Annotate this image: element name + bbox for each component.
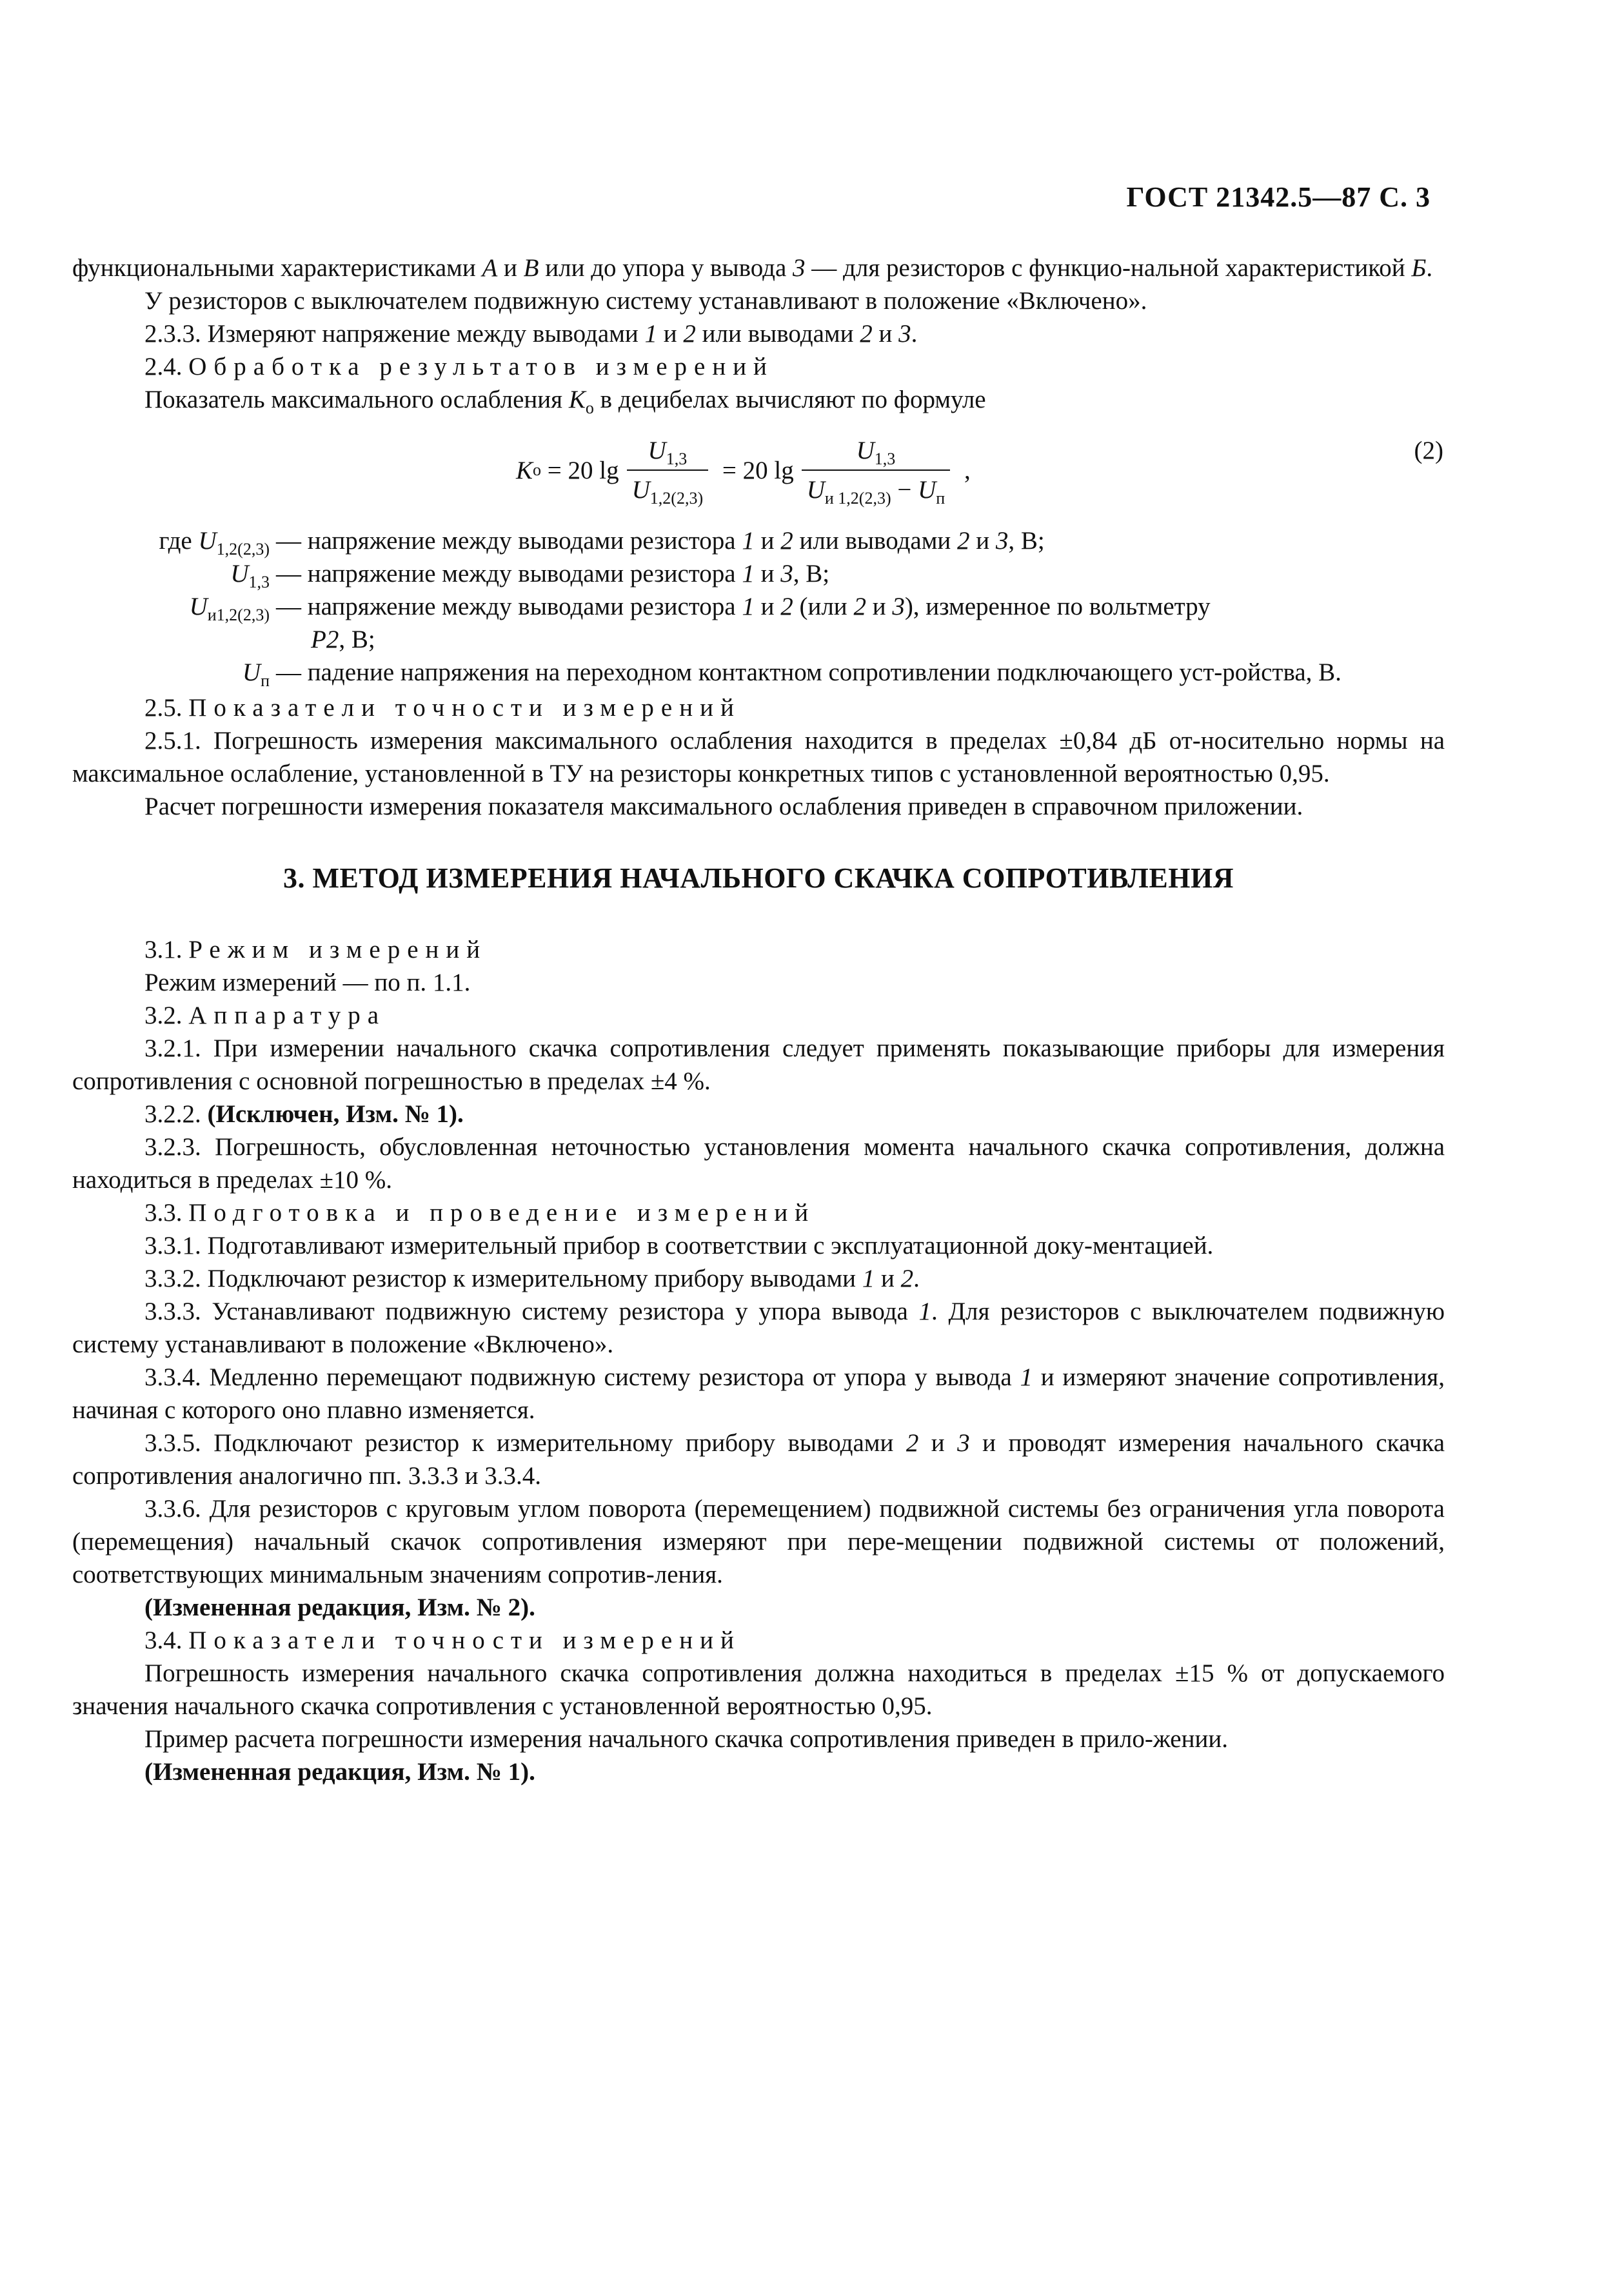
text-run: 3 (995, 527, 1009, 555)
formula-symbol: K (516, 456, 533, 484)
text-run: и (866, 593, 893, 620)
text-run: 1 (918, 1298, 932, 1325)
fraction-numerator (851, 434, 901, 469)
text-run: и (872, 320, 899, 348)
paragraph-3-2-3: 3.2.3. Погрешность, обусловленная неточностью установления момента начального скачка сопротивления, должна находиться в пределах ±10 %. (72, 1133, 1445, 1194)
text-run: , В; (793, 560, 830, 588)
paragraph-2-4 (72, 383, 1445, 416)
text-run: 2 (853, 593, 866, 620)
formula-symbol: U (856, 437, 875, 464)
fraction-denominator (802, 469, 951, 506)
text-run: , В; (1008, 527, 1045, 555)
amendment-note: (Измененная редакция, Изм. № 2). (144, 1594, 535, 1621)
amendment-note: (Измененная редакция, Изм. № 1). (144, 1758, 535, 1786)
subsection-heading-2-4 (72, 350, 1445, 383)
text-run: — падение напряжения на переходном контактном сопротивлении подключающего уст-ройства, В. (276, 658, 1342, 686)
formula-subscript: 1,3 (666, 449, 688, 468)
heading-title: Режим измерений (188, 936, 488, 963)
text-run: 3 (892, 593, 905, 620)
formula-symbol: U (806, 476, 825, 504)
text-run: 3 (898, 320, 911, 348)
formula-symbol: U (918, 476, 936, 504)
text-run: U (198, 527, 217, 555)
text-run: и (754, 593, 781, 620)
subsection-heading-2-5 (72, 691, 1445, 724)
text-run: п (261, 671, 270, 690)
text-run: 2 (780, 527, 793, 555)
formula-number: (2) (1414, 437, 1443, 464)
formula-subscript: и 1,2(2,3) (824, 488, 891, 508)
definition-text (270, 590, 1445, 656)
paragraph-3-3-1: 3.3.1. Подготавливают измерительный прибор в соответствии с эксплуатационной доку-ментацией. (144, 1232, 1214, 1259)
formula-symbol: U (648, 437, 666, 464)
text-run: U (242, 658, 261, 686)
text-run: и (754, 560, 781, 588)
paragraph-2-3-3 (72, 317, 1445, 350)
formula-definitions (72, 524, 1445, 689)
heading-number: 3.2. (144, 1002, 189, 1029)
text-run: 2.3.3. Измеряют напряжение между выводами (144, 320, 645, 348)
text-run: 1 (742, 527, 755, 555)
text-run: — напряжение между выводами резистора (276, 593, 742, 620)
formula-2 (72, 419, 1445, 522)
paragraph-3-4: Погрешность измерения начального скачка сопротивления должна находиться в пределах ±15 % от допускаемого значения начального скачка сопротивления с установленной вероятностью 0,95. (72, 1659, 1445, 1720)
formula-body: K о = 20 lg $\frac{U_{1,3}}{U_{1,2(2,3)}}$ = 20 lg $\frac{U_{1,3}}{U_{и 1,2(2,3)} - U_п}$ , (516, 419, 971, 522)
text-run: — напряжение между выводами резистора (276, 527, 742, 555)
text-run: Б (1411, 254, 1427, 282)
formula-subscript: п (936, 488, 946, 508)
text-run: Р2 (311, 626, 339, 653)
definition-item (72, 524, 1445, 557)
paragraph-continued (72, 252, 1445, 284)
text-run: (или (793, 593, 854, 620)
text-run: 3.3.5. Подключают резистор к измерительному прибору выводами (144, 1429, 906, 1457)
heading-title: Показатели точности измерений (188, 1626, 741, 1654)
text-run: и (657, 320, 684, 348)
definition-symbol (72, 590, 270, 656)
text-run: 3.3.3. Устанавливают подвижную систему резистора у упора вывода (144, 1298, 919, 1325)
fraction-denominator (627, 469, 709, 506)
paragraph-3-4-example: Пример расчета погрешности измерения начального скачка сопротивления приведен в прило-жении. (144, 1725, 1228, 1753)
text-run: А (482, 254, 498, 282)
text-run: . (913, 1265, 920, 1292)
definition-symbol (72, 524, 270, 557)
definition-text (270, 524, 1445, 557)
heading-number: 3.3. (144, 1199, 189, 1227)
text-run: — напряжение между выводами резистора (276, 560, 742, 588)
text-run: где (159, 527, 199, 555)
formula-subscript: 1,3 (874, 449, 896, 468)
paragraph-3-2-1: 3.2.1. При измерении начального скачка сопротивления следует применять показывающие приборы для измерения сопротивления с основной погрешностью в пределах ±4 %. (72, 1034, 1445, 1095)
page-content (72, 252, 1445, 1788)
heading-number: 2.4. (144, 353, 189, 380)
text-run: . (911, 320, 918, 348)
text-run: 3.3.2. Подключают резистор к измерительному прибору выводами (144, 1265, 862, 1292)
text-run: и (875, 1265, 901, 1292)
definition-text (270, 557, 1445, 590)
subsection-heading-3-4 (72, 1624, 1445, 1657)
definition-symbol (72, 557, 270, 590)
definition-item (72, 656, 1445, 689)
definition-text (270, 656, 1445, 689)
text-run: 3 (780, 560, 793, 588)
text-run: и (754, 527, 781, 555)
text-run: 2 (683, 320, 696, 348)
text-run: 3.2.2. (144, 1100, 208, 1128)
text-run: U (189, 593, 208, 620)
page-header: ГОСТ 21342.5—87 С. 3 (1126, 181, 1431, 213)
paragraph-3-3-5 (72, 1427, 1445, 1492)
formula-punctuation: , (958, 456, 971, 484)
formula-subscript: 1,2(2,3) (649, 488, 704, 508)
text-run: 2 (900, 1265, 914, 1292)
subsection-heading-3-2 (72, 999, 1445, 1032)
text-run: 3 (793, 254, 806, 282)
heading-title: Аппаратура (188, 1002, 386, 1029)
text-run: и (969, 527, 996, 555)
text-run: 1,2(2,3) (216, 539, 270, 558)
text-run: 2 (780, 593, 793, 620)
text-run: 1 (644, 320, 658, 348)
text-run: и (497, 254, 524, 282)
text-run: 1 (862, 1265, 875, 1292)
formula-fraction-1 (627, 434, 709, 506)
text-run: K (568, 386, 586, 413)
text-run: и (918, 1429, 958, 1457)
heading-title: Показатели точности измерений (188, 694, 741, 722)
text-run: (Исключен, Изм. № 1). (207, 1100, 464, 1128)
text-run: 2 (906, 1429, 919, 1457)
text-run: 1,3 (248, 572, 270, 591)
text-run: 3.3.4. Медленно перемещают подвижную систему резистора от упора у вывода (144, 1363, 1020, 1391)
heading-number: 2.5. (144, 694, 189, 722)
subsection-heading-3-3 (72, 1196, 1445, 1229)
text-run: и1,2(2,3) (207, 605, 270, 624)
text-run: 1 (1020, 1363, 1033, 1391)
heading-number: 3.1. (144, 936, 189, 963)
heading-number: 3.4. (144, 1626, 189, 1654)
text-run: , В; (339, 626, 375, 653)
section-title-3: 3. МЕТОД ИЗМЕРЕНИЯ НАЧАЛЬНОГО СКАЧКА СОПРОТИВЛЕНИЯ (283, 862, 1234, 894)
paragraph-2-5-calc: Расчет погрешности измерения показателя максимального ослабления приведен в справочном приложении. (144, 793, 1303, 820)
text-run: и измеряют значение сопротивления, начиная с которого оно плавно изменяется. (72, 1363, 1445, 1424)
text-run: U (230, 560, 249, 588)
subsection-heading-3-1 (72, 933, 1445, 966)
paragraph-3-2-2 (72, 1098, 1445, 1131)
text-run: Показатель максимального ослабления (144, 386, 569, 413)
text-run: или до упора у вывода (539, 254, 793, 282)
text-run: 2 (957, 527, 970, 555)
text-run: . (1426, 254, 1433, 282)
formula-operator: = 20 lg (716, 456, 794, 484)
text-run: или выводами (793, 527, 958, 555)
paragraph-3-1: Режим измерений — по п. 1.1. (144, 969, 471, 996)
heading-title: Обработка результатов измерений (188, 353, 774, 380)
text-run: или выводами (695, 320, 860, 348)
formula-fraction-2 (802, 434, 951, 506)
text-run: — для резисторов с функцио-нальной характеристикой (805, 254, 1412, 282)
paragraph-3-3-4 (72, 1361, 1445, 1427)
definition-symbol (72, 656, 270, 689)
text-run: . Для резисторов с выключателем подвижную систему устанавливают в положение «Включено». (72, 1298, 1445, 1358)
text-run: В (523, 254, 539, 282)
text-run: 3 (957, 1429, 970, 1457)
text-run: 1 (742, 560, 755, 588)
formula-symbol: U (631, 476, 650, 504)
heading-title: Подготовка и проведение измерений (188, 1199, 816, 1227)
formula-operator: − (891, 476, 918, 504)
text-run: функциональными характеристиками (72, 254, 482, 282)
definition-item (72, 557, 1445, 590)
definition-item (72, 590, 1445, 656)
formula-operator: = 20 lg (541, 456, 619, 484)
text-run: 2 (860, 320, 873, 348)
text-run: и проводят измерения начального скачка сопротивления аналогично пп. 3.3.3 и 3.3.4. (72, 1429, 1445, 1490)
text-run: о (585, 398, 594, 417)
paragraph-2-5-1: 2.5.1. Погрешность измерения максимального ослабления находится в пределах ±0,84 дБ от-носительно нормы на максимальное ослабление, установленной в ТУ на резисторы конкретных типов с установленной вероятностью 0,95. (72, 727, 1445, 787)
text-run: в децибелах вычисляют по формуле (593, 386, 986, 413)
fraction-numerator (643, 434, 693, 469)
text-run: ), измеренное по вольтметру (904, 593, 1211, 620)
paragraph-3-3-6: 3.3.6. Для резисторов с круговым углом поворота (перемещением) подвижной системы без ограничения угла поворота (перемещения) начальный скачок сопротивления измеряют при пере-мещении подвижной системы от положений, соответствующих минимальным значениям сопротив-ления. (72, 1495, 1445, 1588)
paragraph-3-3-2 (72, 1262, 1445, 1295)
paragraph-3-3-3 (72, 1295, 1445, 1361)
paragraph-switch: У резисторов с выключателем подвижную систему устанавливают в положение «Включено». (144, 287, 1147, 315)
text-run: 1 (742, 593, 755, 620)
